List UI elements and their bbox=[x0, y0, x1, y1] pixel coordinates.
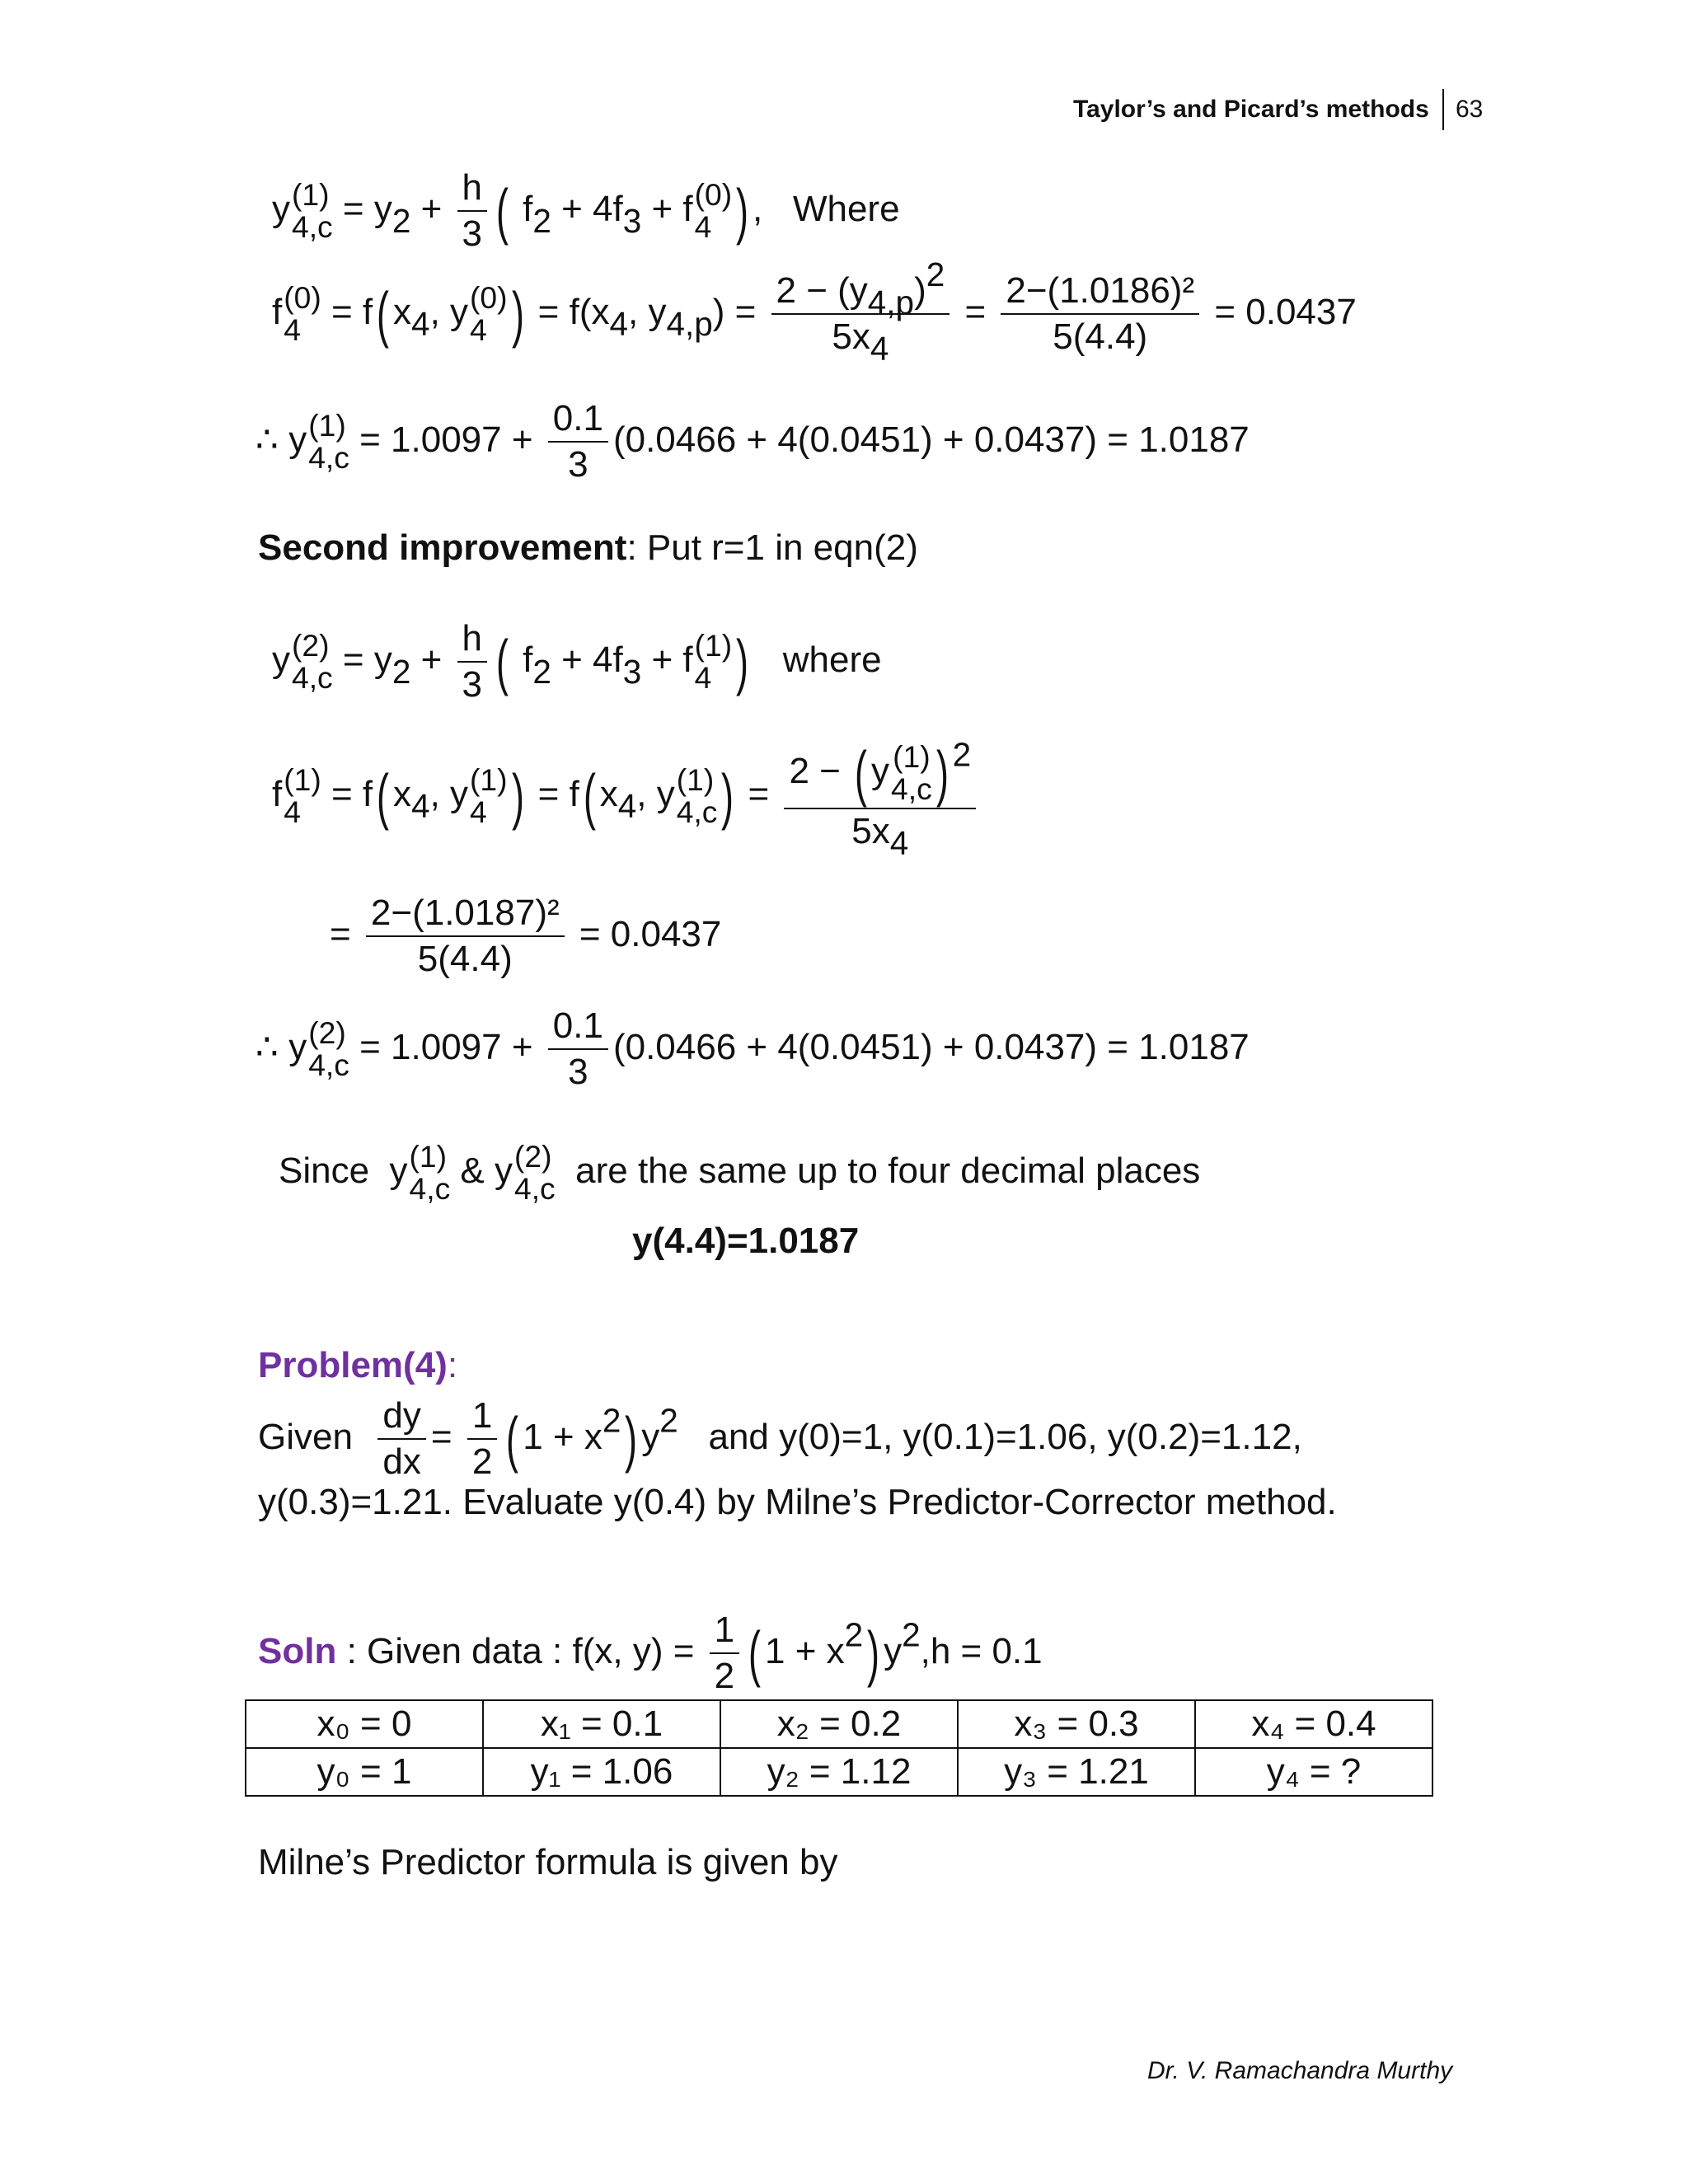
corrector-equation-2: y (2) 4,c = $y_2$ + $\frac{h}{3}$ ( $f_2 + 4f_3 + f$ (1) 4 ) where bbox=[272, 618, 882, 705]
where-label-2: where bbox=[782, 639, 882, 680]
table-row-y bbox=[246, 1748, 1432, 1796]
f4-0-equation: f (0) 4 = f( $x_4$, y (0) 4 ) = $f(x_4$, $y_{4,p}$) = $\frac{2 - (y_{4,p})^2}{5x_4}$ = $\frac{\text{2−(1.0186)²}}{5(4.4)}$ = 0.0437 bbox=[272, 255, 1357, 368]
page-number: 63 bbox=[1456, 96, 1484, 123]
solution-line: Soln : Given data : f(x, y) = $\frac{1}{2}$ ( $1 + x^2$) $y^2,h = 0.1$ bbox=[258, 1610, 1043, 1697]
f4-0-value: = 0.0437 bbox=[1214, 291, 1357, 332]
running-header: Taylor’s and Picard’s methods bbox=[1073, 96, 1429, 123]
problem-4-statement: Given $\frac{dy}{dx}$ = $\frac{1}{2}$ ( $1 + x^2$) $y^2$ and y(0)=1, y(0.1)=1.06, y(0.2)=1.12, bbox=[258, 1395, 1302, 1483]
f4-0-numerator: 2−(1.0186)² bbox=[1001, 272, 1199, 315]
final-result: y(4.4)=1.0187 bbox=[632, 1221, 860, 1261]
corrector-equation-1: y (1) 4,c = $y_2$ + $\frac{h}{3}$ ( $f_2 + 4f_3 + f$ (0) 4 ) , Where bbox=[272, 167, 900, 255]
table-cell: y₁ = 1.06 bbox=[483, 1748, 720, 1796]
f4-0-denominator: 5(4.4) bbox=[1053, 316, 1148, 358]
data-table bbox=[245, 1699, 1433, 1797]
conclusion-line: Since y (1) 4,c & y (2) 4,c are the same up to four decimal places bbox=[279, 1139, 1201, 1207]
second-improvement-heading: Second improvement: Put r=1 in eqn(2) bbox=[258, 527, 918, 568]
f4-1-numeric: = $\frac{\text{2−(1.0187)²}}{5(4.4)}$ = 0.0437 bbox=[330, 893, 722, 980]
table-row-x bbox=[246, 1700, 1432, 1748]
table-cell: x₂ = 0.2 bbox=[720, 1700, 958, 1748]
table-cell: x₃ = 0.3 bbox=[958, 1700, 1195, 1748]
table-cell: x₀ = 0 bbox=[246, 1700, 483, 1748]
table-cell: x₄ = 0.4 bbox=[1195, 1700, 1432, 1748]
header-divider bbox=[1442, 89, 1444, 130]
predictor-intro: Milne’s Predictor formula is given by bbox=[258, 1842, 838, 1882]
footer-author: Dr. V. Ramachandra Murthy bbox=[1147, 2057, 1453, 2084]
f4-1-equation: f (1) 4 = f( $x_4$, y (1) 4 ) = f( $x_4$, y (1) 4,c ) = 2 − ( y (1) 4,c ) $^2$ $5x_4$ bbox=[272, 742, 981, 851]
table-cell: y₀ = 1 bbox=[246, 1748, 483, 1796]
problem-4-line2: y(0.3)=1.21. Evaluate y(0.4) by Milne’s Predictor-Corrector method. bbox=[258, 1482, 1337, 1522]
y4c-2-result: ∴ y (2) 4,c = 1.0097 + $\frac{0.1}{3}$ (0.0466 + 4(0.0451) + 0.0437) = 1.0187 bbox=[256, 1005, 1250, 1093]
table-cell: x₁ = 0.1 bbox=[483, 1700, 720, 1748]
problem-4-heading: Problem(4): bbox=[258, 1345, 458, 1385]
y4c-1-result: ∴ y (1) 4,c = 1.0097 + $\frac{0.1}{3}$ (0.0466 + 4(0.0451) + 0.0437) = 1.0187 bbox=[256, 398, 1250, 485]
where-label: Where bbox=[792, 188, 900, 229]
table-cell: y₂ = 1.12 bbox=[720, 1748, 958, 1796]
table-cell: y₄ = ? bbox=[1195, 1748, 1432, 1796]
table-cell: y₃ = 1.21 bbox=[958, 1748, 1195, 1796]
